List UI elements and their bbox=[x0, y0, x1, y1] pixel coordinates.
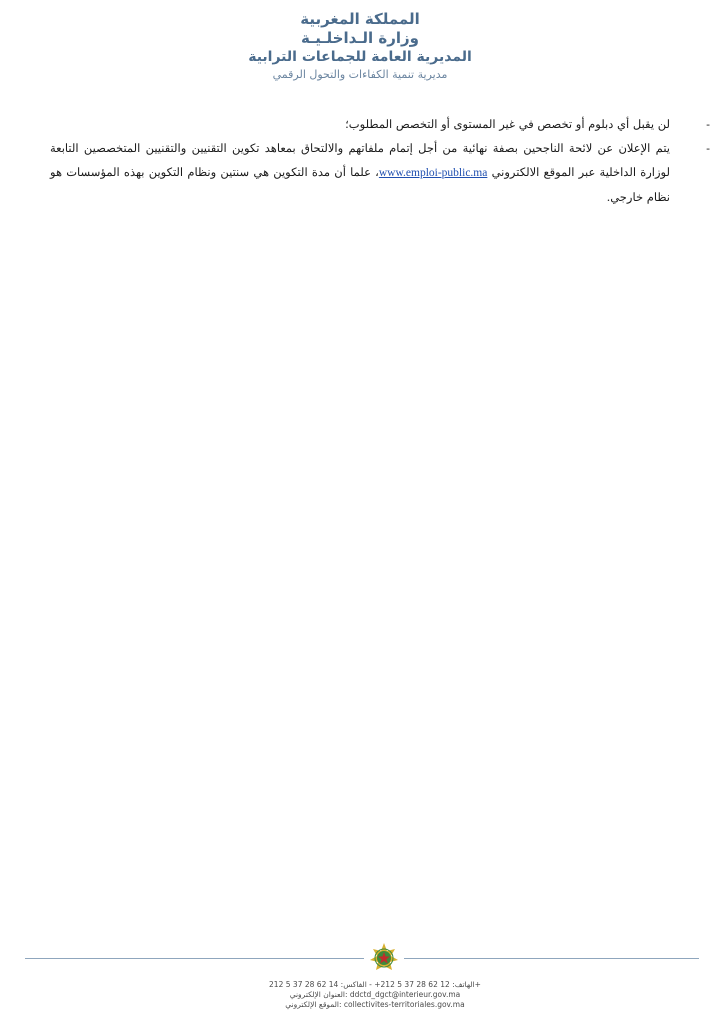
text-before-link: يتم الإعلان عن لائحة الناجحين بصفة نهائية من أجل إتمام ملفاتهم والالتحاق بمعاهد تكوين التقنيين والتقنيين المتخصصين التابعة لوزارة الداخلية عبر الموقع الالكتروني bbox=[50, 141, 671, 179]
list-item bbox=[50, 112, 710, 136]
footer-divider bbox=[25, 958, 699, 959]
header-ministry: وزارة الـداخلـيـة bbox=[301, 29, 419, 47]
list-dash: - bbox=[706, 117, 710, 131]
footer-phone: الهاتف: 12 62 28 37 5 212+ - الفاكس: 14 62 28 37 5 212+ bbox=[269, 980, 481, 989]
document-body bbox=[50, 112, 710, 209]
letterhead bbox=[200, 10, 520, 83]
footer-contact bbox=[230, 980, 520, 1010]
emploi-public-link[interactable]: www.emploi-public.ma bbox=[378, 167, 488, 179]
ministry-emblem-icon bbox=[364, 940, 404, 976]
list-dash: - bbox=[706, 141, 710, 155]
list-item-text: لن يقبل أي دبلوم أو تخصص في غير المستوى أو التخصص المطلوب؛ bbox=[345, 117, 670, 131]
header-directorate: مديرية تنمية الكفاءات والتحول الرقمي bbox=[272, 68, 448, 81]
text-after-link: ، علما أن مدة التكوين هي سنتين ونظام التكوين بهذه المؤسسات هو نظام خارجي. bbox=[50, 165, 670, 204]
footer-email: العنوان الإلكتروني: ddctd_dgct@interieur.gov.ma bbox=[289, 990, 461, 999]
list-item-text bbox=[50, 136, 670, 209]
list-item bbox=[50, 136, 710, 209]
header-directorate-general: المديرية العامة للجماعات الترابية bbox=[248, 49, 472, 65]
footer-website: الموقع الإلكتروني: collectivites-territoriales.gov.ma bbox=[285, 1000, 465, 1009]
header-kingdom: المملكة المغربية bbox=[300, 10, 420, 28]
